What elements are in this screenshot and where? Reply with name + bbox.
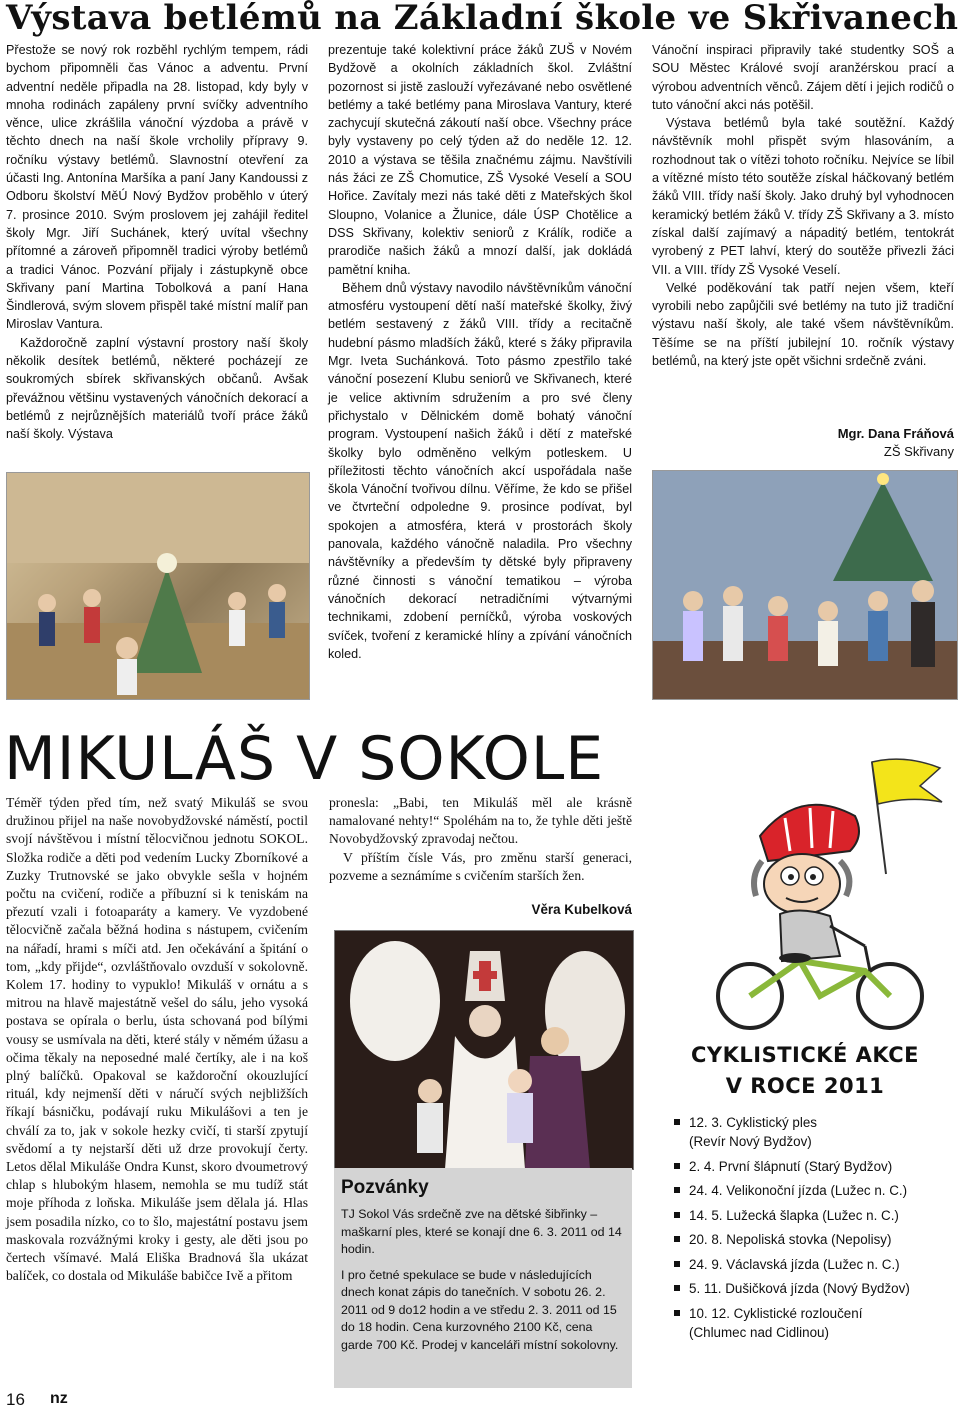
page-number: 16 xyxy=(6,1390,25,1409)
paragraph: pronesla: „Babi, ten Mikuláš měl ale krásně namalované nehty!“ Spoléhám na to, že tyhle děti ještě Novobydžovský zpravodaj nečtou. xyxy=(329,795,632,847)
paragraph: Velké poděkování tak patří nejen všem, kteří vyrobili nebo zapůjčili své betlémy na tuto již tradiční výstavu naší školy, ale také všem návštěvníkům. Těšíme se na příští jubilejní 10. ročník výstavy betlémů, na který jste opět všichni srdečně zváni. xyxy=(652,280,954,369)
paragraph: Vánoční inspiraci připravily také studentky SOŠ a SOU Městec Králové svojí aranžérskou prací a výrobou adventních věnců. Zájem dětí i jejich rodičů o tuto vánoční akci nás potěšil. xyxy=(652,43,954,112)
article1-column-2 xyxy=(328,41,632,663)
list-item: 2. 4. První šlápnutí (Starý Bydžov) xyxy=(660,1157,956,1176)
paragraph: Každoročně zaplní výstavní prostory naší školy několik desítek betlémů, některé pocházejí ze soukromých sbírek skřivanských občanů. Avšak převážnou většinu vystavených vánočních dekorací a betlémů z nejrůznějších materiálů tvoří práce žáků naší školy. Výstava xyxy=(6,335,308,442)
article1-column-3 xyxy=(652,41,954,370)
invitation-paragraph: TJ Sokol Vás srdečně zve na dětské šibřinky – maškarní ples, které se konají dne 6. 3. 2011 od 14 hodin. xyxy=(341,1207,622,1256)
list-item: 24. 4. Velikonoční jízda (Lužec n. C.) xyxy=(660,1181,956,1200)
article2-signature: Věra Kubelková xyxy=(531,902,632,917)
photo-children-dancing xyxy=(6,472,310,700)
article2-column-1 xyxy=(6,794,308,1285)
cycling-title-line1: CYKLISTICKÉ AKCE xyxy=(690,1043,920,1067)
list-item: 14. 5. Lužecká šlapka (Lužec n. C.) xyxy=(660,1206,956,1225)
paragraph: Výstava betlémů byla také soutěžní. Každý návštěvník mohl přispět svým hlasováním, a rozhodnout tak o vítězi tohoto ročníku. Nejvíce se líbil a vítězné místo této soutěže získal háčkovaný betlém žáků VIII. třídy naší školy. Jako druhý byl vyhodnocen keramický betlém žáků V. třídy ZŠ Skřivany a 3. místo získal další zajímavý a nápaditý betlém, tentokrát vyrobený z PET lahví, který do soutěže přivezli žáci VII. a VIII. třídy ZŠ Vysoké Veselí. xyxy=(652,116,954,277)
signature-name: Mgr. Dana Fráňová xyxy=(837,426,954,441)
invitations-title: Pozvánky xyxy=(341,1177,429,1198)
cycling-events-list xyxy=(660,1113,956,1347)
cycling-title-line2: V ROCE 2011 xyxy=(725,1074,885,1098)
photo-mikulas-angel xyxy=(334,930,634,1170)
article2-column-2 xyxy=(329,794,632,885)
paragraph: Téměř týden před tím, než svatý Mikuláš se svou družinou přijel na naše novobydžovské náměstí, poctil svojí návštěvou i místní tělocvičnou jednotu SOKOL. Složka rodiče a děti pod vedením Lucky Zborníkové a Zuzky Trutnovské se jako obvykle sešla v hojném počtu na cvičení, rodiče a příbuzní si k teniskám na přezutí vzali i fotoaparáty a kamery. Ve vyzdobené tělocvičně začala běžná hodina s nástupem, cvičením na nářadí, hrami s míči atd. Jen očekávání a špitání o tom, „kdy přijde“, ozvláštňovalo ovzduší v sokolovně. Kolem 17. hodiny to vypuklo! Mikuláš v ornátu a s mitrou na hlavě majestátně vešel do sálu, jeho vysoká postava se opírala o berlu, ústa schovaná pod bílými vousy se usmívala na děti, které stály v němém úžasu a očima těkaly na neposedné malé čertíky, ale i na koš plný balíčků. Opakoval se každoroční okouzlující rituál, kdy nejmenší děti v náručí svých nejbližších říkají básničku, podávají ruku Mikulášovi a ten je chválí za to, jak v sokole hezky cvičí, ti starší zpytují svědomí a ty nejstarší děti už drze provokují čerty. Letos dělal Mikuláše Ondra Kunst, skoro dvoumetrový chlap s hlubokým hlasem, nemohla se mu tudíž stát moje příhoda z loňska. Mikuláše jsem dělala já. Hlas jsem posadila nízko, co to šlo, majestátní postavu jsem maskovala rozvážnými kroky i gesty, ale děti jsou po čertech všímavé. Malá Eliška Bradnová šla ukázat balíček, co dostala od Mikuláše babičce Ivě a přitom xyxy=(6,795,308,1284)
paragraph: prezentuje také kolektivní práce žáků ZUŠ v Novém Bydžově a okolních základních škol. Zvláštní pozornost si jistě zaslouží vyřezávané nebo osvětlené betlémy a také betlémy pana Miroslava Vantury, které zachycují skutečná zákoutí naší obce. Všechny práce byly vystaveny po celý týden až do neděle 12. 12. 2010 a výstava se těšila značnému zájmu. Navštívili nás žáci ze ZŠ Chomutice, ZŠ Vysoké Veselí a SOU Hořice. Zavítaly mezi nás také děti z Mateřských škol Sloupno, Volanice a Žlunice, dále ÚSP Chotělice a DSS Skřivany, kolektiv seniorů z Králík, rodiče a prarodiče našich žáků a mnozí další, jak dokládá pamětní kniha. xyxy=(328,43,632,277)
events-list xyxy=(660,1113,956,1342)
signature-org: ZŠ Skřivany xyxy=(883,444,954,459)
paragraph: V příštím čísle Vás, pro změnu starší generaci, pozveme a seznámíme s cvičením starších žen. xyxy=(329,849,632,883)
cyclist-illustration xyxy=(690,756,950,1038)
list-item: 5. 11. Dušičková jízda (Nový Bydžov) xyxy=(660,1279,956,1298)
paragraph: Přestože se nový rok rozběhl rychlým tempem, rádi bychom připomněli čas Vánoc a adventu. První adventní neděle připadla na 28. listopad, kdy byly v mnoha rodinách zapáleny první svíčky adventního věnce, ulice zkrášlila vánoční výzdoba a právě v těchto dnech na naší škole vrcholily přípravy 9. ročníku výstavy betlémů. Slavnostní otevření za účasti Ing. Antonína Maršíka a paní Jany Kandoussi z Odboru školství MěÚ Nový Bydžov proběhlo v úterý 7. prosince 2010. Svým proslovem jej zahájil ředitel školy Mgr. Jiří Suchánek, který uvítal všechny přítomné a zároveň připomněl tradici výroby betlémů a tradici Vánoc. Pozvání přijaly i zástupkyně obce Skřivany paní Martina Tobolková a paní Hana Šindlerová, svým slovem přispěl také místní malíř pan Miroslav Vantura. xyxy=(6,43,308,332)
photo-illustration xyxy=(7,473,309,699)
photo-illustration xyxy=(653,471,957,699)
photo-illustration xyxy=(335,931,633,1169)
list-item: 20. 8. Nepoliská stovka (Nepolisy) xyxy=(660,1230,956,1249)
list-item: 12. 3. Cyklistický ples (Revír Nový Bydžov) xyxy=(660,1113,956,1151)
paragraph: Během dnů výstavy navodilo návštěvníkům vánoční atmosféru vystoupení dětí naší mateřské školky, živý betlém sestavený z žáků VIII. třídy a recitačně hudební pásmo mladších žáků, které s žáky připravila Mgr. Iveta Suchánková. Toto pásmo zpestřilo také vánoční posezení Klubu seniorů ve Skřivanech, které je velice aktivním sdružením a pro své členy přichystalo v Dělnickém domě bohatý vánoční program. Vystoupení našich žáků i dětí z mateřské školky bylo odměněno velkým potleskem. U příležitosti těchto vánočních akcí uspořádala naše škola Vánoční tvořivou dílnu. Věříme, že kdo se přišel ve čtvrteční odpoledne 9. prosince podívat, byl spokojen a atmosféra, která v prostorách školy panovala, každého vánočně naladila. Pro všechny návštěvníky a především ty dětské byly připraveny různé činnosti s vánoční tematikou – výroba vánočních dekorací netradičními výtvarnými technikami, zdobení perníčků, výroba voskových svíček, tvoření z keramické hlíny a zpívání vánočních koled. xyxy=(328,280,632,661)
invitations-box xyxy=(334,1168,632,1388)
cyclist-cartoon-icon xyxy=(690,756,950,1038)
article-title-betlemy: Výstava betlémů na Základní škole ve Skřivanech xyxy=(6,0,959,38)
newsletter-logo-icon: nz xyxy=(50,1390,68,1407)
list-item: 10. 12. Cyklistické rozloučení (Chlumec nad Cidlinou) xyxy=(660,1304,956,1342)
article1-column-1 xyxy=(6,41,308,444)
invitation-paragraph: I pro četné spekulace se bude v následujících dnech konat zápis do tanečních. V sobotu 26. 2. 2011 od 9 do12 hodin a ve středu 2. 3. 2011 od 15 do 18 hodin. Cena kurzovného 2100 Kč, cena garde 700 Kč. Prodej v kanceláři místní sokolovny. xyxy=(341,1267,619,1352)
article1-signature xyxy=(652,425,954,461)
list-item: 24. 9. Václavská jízda (Lužec n. C.) xyxy=(660,1255,956,1274)
photo-nativity-scene xyxy=(652,470,958,700)
cycling-events-title xyxy=(650,1040,960,1102)
article-title-mikulas: MIKULÁŠ V SOKOLE xyxy=(4,724,605,794)
